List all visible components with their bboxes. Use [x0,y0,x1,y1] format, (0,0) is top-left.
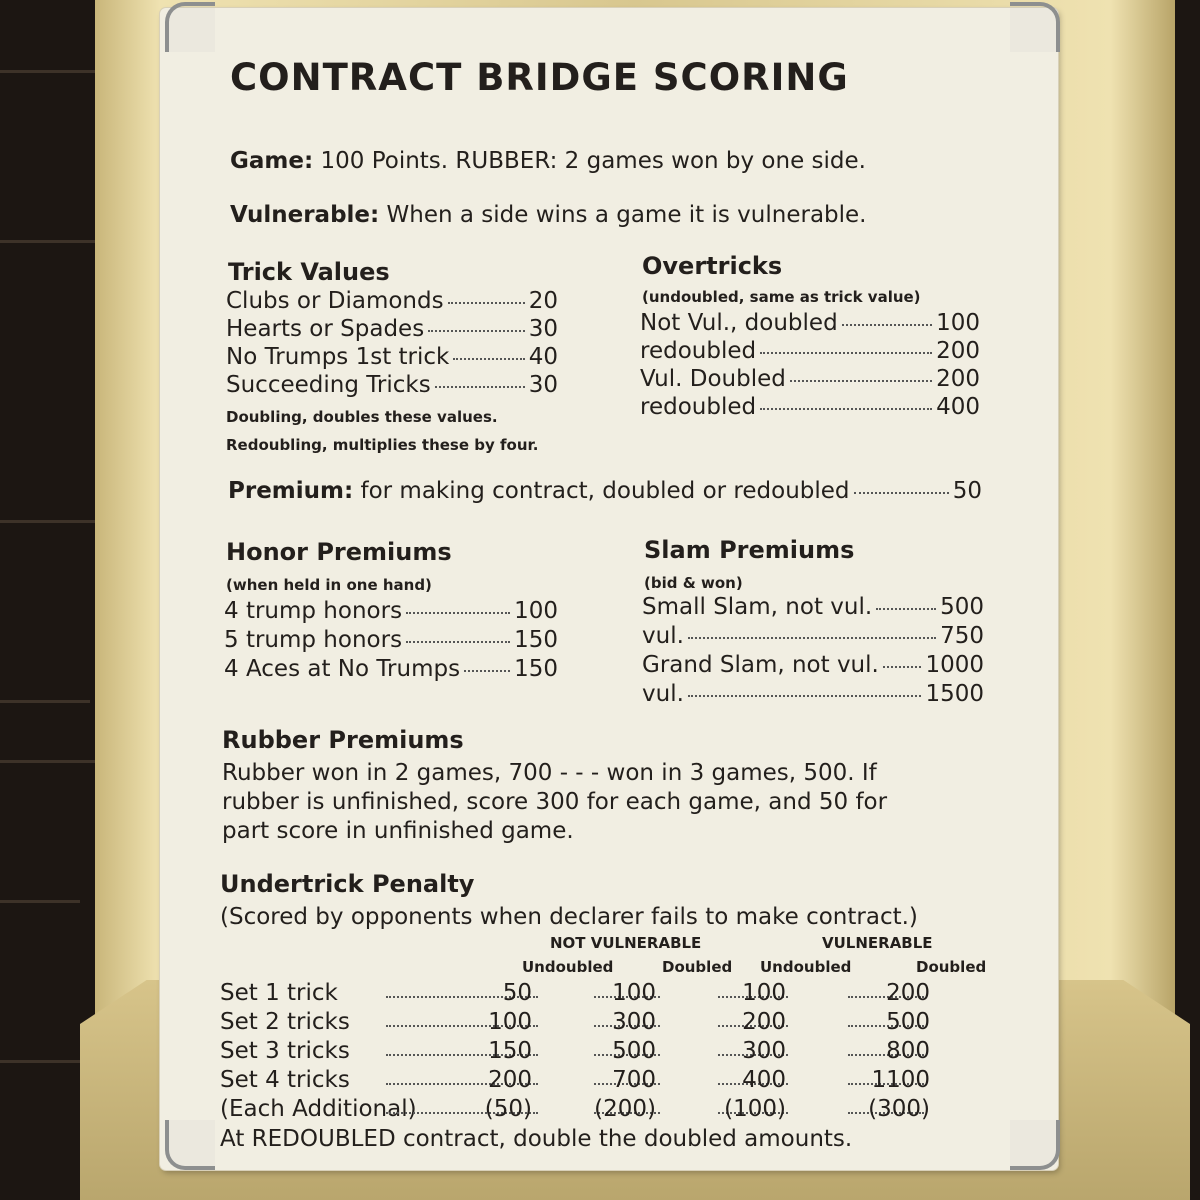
penalty-row-label: Set 2 tricks [220,1009,350,1035]
premium-label: Premium: [228,478,354,504]
overtrick-row: Not Vul., doubled 100 [640,310,980,336]
redoubled-footnote: At REDOUBLED contract, double the doubled amounts. [220,1126,853,1152]
col-header-v-doubled: Doubled [916,958,987,976]
penalty-row-label: Set 1 trick [220,980,338,1006]
slam-premium-row: Small Slam, not vul. 500 [642,594,984,620]
penalty-value: (200) [594,1096,656,1122]
honor-premium-row: 5 trump honors 150 [224,627,558,653]
penalty-value: 200 [488,1067,532,1093]
overtricks-heading: Overtricks [642,252,783,280]
corner-clip [165,2,215,52]
rubber-premiums-line: rubber is unfinished, score 300 for each game, and 50 for [222,789,888,815]
rubber-premiums-line: Rubber won in 2 games, 700 - - - won in 3 games, 500. If [222,760,877,786]
trick-values-note-redoubling: Redoubling, multiplies these by four. [226,436,539,454]
penalty-value: 200 [886,980,930,1006]
penalty-value: 800 [886,1038,930,1064]
corner-clip [165,1120,215,1170]
penalty-value: 400 [742,1067,786,1093]
trick-value-row: Hearts or Spades 30 [226,316,558,342]
honor-premium-row: 4 Aces at No Trumps 150 [224,656,558,682]
penalty-value: (300) [868,1096,930,1122]
penalty-row [160,1038,930,1067]
vulnerable-text: When a side wins a game it is vulnerable. [386,202,867,228]
penalty-value: 1100 [871,1067,930,1093]
slam-premium-row: Grand Slam, not vul. 1000 [642,652,984,678]
honor-premium-row: 4 trump honors 100 [224,598,558,624]
rubber-premiums-line: part score in unfinished game. [222,818,574,844]
overtricks-sub: (undoubled, same as trick value) [642,288,921,306]
premium-text: for making contract, doubled or redoubled [360,478,850,504]
undertrick-heading: Undertrick Penalty [220,870,475,898]
overtrick-row: redoubled 200 [640,338,980,364]
overtrick-row: redoubled 400 [640,394,980,420]
vulnerable-label: Vulnerable: [230,202,380,228]
corner-clip [1010,1120,1060,1170]
penalty-value: (100) [724,1096,786,1122]
not-vulnerable-group-header: NOT VULNERABLE [550,934,702,952]
col-header-v-undoubled: Undoubled [760,958,852,976]
premium-line [228,478,982,504]
col-header-nv-doubled: Doubled [662,958,733,976]
penalty-value: 300 [742,1038,786,1064]
trick-value-row: Clubs or Diamonds 20 [226,288,558,314]
penalty-row [160,1067,930,1096]
premium-value: 50 [952,478,982,504]
slam-premiums-heading: Slam Premiums [644,536,855,564]
undertrick-sub: (Scored by opponents when declarer fails to make contract.) [220,904,918,930]
honor-premiums-heading: Honor Premiums [226,538,452,566]
scoring-card [160,8,1058,1170]
penalty-row-label: (Each Additional) [220,1096,417,1122]
honor-premiums-sub: (when held in one hand) [226,576,432,594]
penalty-row [160,980,930,1009]
penalty-value: 500 [612,1038,656,1064]
penalty-row-label: Set 3 tricks [220,1038,350,1064]
trick-values-note-doubling: Doubling, doubles these values. [226,408,498,426]
card-title: CONTRACT BRIDGE SCORING [230,56,849,99]
penalty-value: 100 [612,980,656,1006]
penalty-value: 700 [612,1067,656,1093]
corner-clip [1010,2,1060,52]
trick-value-row: No Trumps 1st trick 40 [226,344,558,370]
overtrick-row: Vul. Doubled 200 [640,366,980,392]
penalty-value: 300 [612,1009,656,1035]
slam-premium-row: vul. 1500 [642,681,984,707]
penalty-value: 200 [742,1009,786,1035]
vulnerable-group-header: VULNERABLE [822,934,933,952]
col-header-nv-undoubled: Undoubled [522,958,614,976]
game-label: Game: [230,148,314,174]
penalty-value: 100 [742,980,786,1006]
trick-value-row: Succeeding Tricks 30 [226,372,558,398]
vulnerable-line [230,202,867,228]
penalty-value: 500 [886,1009,930,1035]
penalty-value: 100 [488,1009,532,1035]
slam-premium-row: vul. 750 [642,623,984,649]
game-line [230,148,866,174]
penalty-row [160,1009,930,1038]
game-text: 100 Points. RUBBER: 2 games won by one side. [320,148,866,174]
penalty-row [160,1096,930,1125]
penalty-value: 50 [502,980,532,1006]
trick-values-heading: Trick Values [228,258,390,286]
penalty-row-label: Set 4 tricks [220,1067,350,1093]
rubber-premiums-heading: Rubber Premiums [222,726,464,754]
penalty-value: 150 [488,1038,532,1064]
slam-premiums-sub: (bid & won) [644,574,743,592]
penalty-value: (50) [484,1096,532,1122]
